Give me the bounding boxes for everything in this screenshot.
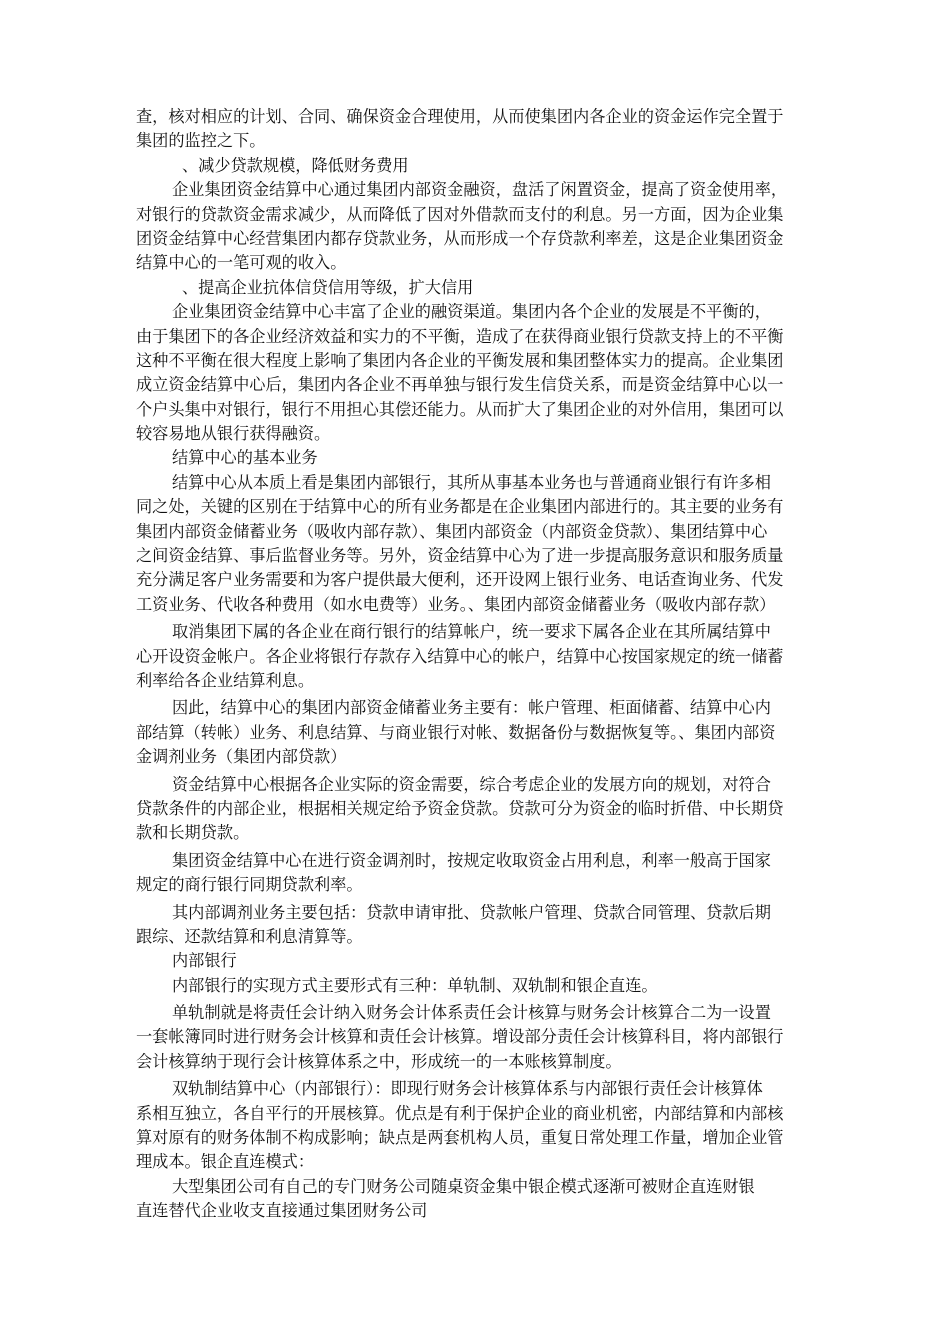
section-heading: 结算中心的基本业务 bbox=[172, 448, 318, 468]
text-line: 因此，结算中心的集团内部资金储蓄业务主要有：帐户管理、柜面储蓄、结算中心内 bbox=[172, 698, 771, 718]
text-line: 查，核对相应的计划、合同、确保资金合理使用，从而使集团内各企业的资金运作完全置于 bbox=[136, 107, 784, 126]
text-line: 资金结算中心根据各企业实际的资金需要，综合考虑企业的发展方向的规划，对符合 bbox=[172, 774, 771, 794]
text-line: 较容易地从银行获得融资。 bbox=[136, 424, 331, 444]
text-line: 集团的监控之下。 bbox=[136, 131, 266, 151]
text-line: 充分满足客户业务需要和为客户提供最大便利，还开设网上银行业务、电话查询业务、代发 bbox=[136, 570, 784, 590]
text-line: 对银行的贷款资金需求减少，从而降低了因对外借款而支付的利息。另一方面，因为企业集 bbox=[136, 204, 784, 224]
document-body bbox=[136, 105, 822, 1224]
text-line: 集团资金结算中心在进行资金调剂时，按规定收取资金占用利息，利率一般高于国家 bbox=[172, 850, 771, 870]
text-line: 内部银行的实现方式主要形式有三种：单轨制、双轨制和银企直连。 bbox=[172, 975, 658, 995]
text-line: 之间资金结算、事后监督业务等。另外，资金结算中心为了进一步提高服务意识和服务质量 bbox=[136, 546, 784, 566]
text-line: 成立资金结算中心后，集团内各企业不再单独与银行发生信贷关系，而是资金结算中心以一 bbox=[136, 375, 784, 395]
text-line: 双轨制结算中心（内部银行）：即现行财务会计核算体系与内部银行责任会计核算体 bbox=[172, 1079, 763, 1099]
text-line: 企业集团资金结算中心丰富了企业的融资渠道。集团内各个企业的发展是不平衡的， bbox=[172, 302, 771, 322]
text-line: 由于集团下的各企业经济效益和实力的不平衡，造成了在获得商业银行贷款支持上的不平衡 bbox=[136, 326, 784, 346]
text-line: 工资业务、代收各种费用（如水电费等）业务。、集团内部资金储蓄业务（吸收内部存款） bbox=[136, 594, 776, 614]
text-line: 贷款条件的内部企业，根据相关规定给予资金贷款。贷款可分为资金的临时折借、中长期贷 bbox=[136, 798, 784, 818]
section-heading: 、减少贷款规模，降低财务费用 bbox=[182, 155, 409, 175]
text-line: 其内部调剂业务主要包括：贷款申请审批、贷款帐户管理、贷款合同管理、贷款后期 bbox=[172, 902, 771, 922]
text-line: 个户头集中对银行，银行不用担心其偿还能力。从而扩大了集团企业的对外信用，集团可以 bbox=[136, 399, 784, 419]
text-line: 金调剂业务（集团内部贷款） bbox=[136, 747, 347, 767]
text-line: 结算中心的一笔可观的收入。 bbox=[136, 253, 347, 273]
text-line: 部结算（转帐）业务、利息结算、与商业银行对帐、数据备份与数据恢复等。、集团内部资 bbox=[136, 722, 776, 742]
text-line: 规定的商行银行同期贷款利率。 bbox=[136, 875, 363, 895]
text-line: 结算中心从本质上看是集团内部银行，其所从事基本业务也与普通商业银行有许多相 bbox=[172, 472, 771, 492]
text-line: 算对原有的财务体制不构成影响；缺点是两套机构人员，重复日常处理工作量，增加企业管 bbox=[136, 1128, 784, 1148]
text-line: 跟综、还款结算和利息清算等。 bbox=[136, 926, 363, 946]
text-line: 同之处，关键的区别在于结算中心的所有业务都是在企业集团内部进行的。其主要的业务有 bbox=[136, 497, 784, 517]
text-line: 企业集团资金结算中心通过集团内部资金融资，盘活了闲置资金，提高了资金使用率， bbox=[172, 180, 788, 200]
text-line: 取消集团下属的各企业在商行银行的结算帐户，统一要求下属各企业在其所属结算中 bbox=[172, 622, 771, 642]
text-line: 大型集团公司有自己的专门财务公司随桌资金集中银企模式逐渐可被财企直连财银 bbox=[172, 1176, 755, 1196]
section-heading: 、提高企业抗体信贷信用等级，扩大信用 bbox=[182, 277, 474, 297]
text-line: 心开设资金帐户。各企业将银行存款存入结算中心的帐户，结算中心按国家规定的统一储蓄 bbox=[136, 646, 784, 666]
text-line: 团资金结算中心经营集团内都存贷款业务，从而形成一个存贷款利率差，这是企业集团资金 bbox=[136, 228, 784, 248]
text-line: 款和长期贷款。 bbox=[136, 823, 250, 843]
text-line: 一套帐簿同时进行财务会计核算和责任会计核算。增设部分责任会计核算科目，将内部银行 bbox=[136, 1027, 784, 1047]
text-line: 系相互独立，各自平行的开展核算。优点是有利于保护企业的商业机密，内部结算和内部核 bbox=[136, 1103, 784, 1123]
text-line: 这种不平衡在很大程度上影响了集团内各企业的平衡发展和集团整体实力的提高。企业集团 bbox=[136, 350, 784, 370]
text-line: 利率给各企业结算利息。 bbox=[136, 670, 315, 690]
text-line: 单轨制就是将责任会计纳入财务会计体系责任会计核算与财务会计核算合二为一设置 bbox=[172, 1003, 771, 1023]
text-line: 集团内部资金储蓄业务（吸收内部存款）、集团内部资金（内部资金贷款）、集团结算中心 bbox=[136, 521, 768, 541]
text-line: 理成本。银企直连模式： bbox=[136, 1152, 315, 1172]
text-line: 直连替代企业收支直接通过集团财务公司 bbox=[136, 1201, 428, 1221]
text-line: 会计核算纳于现行会计核算体系之中，形成统一的一本账核算制度。 bbox=[136, 1051, 622, 1071]
section-heading: 内部银行 bbox=[172, 951, 237, 971]
